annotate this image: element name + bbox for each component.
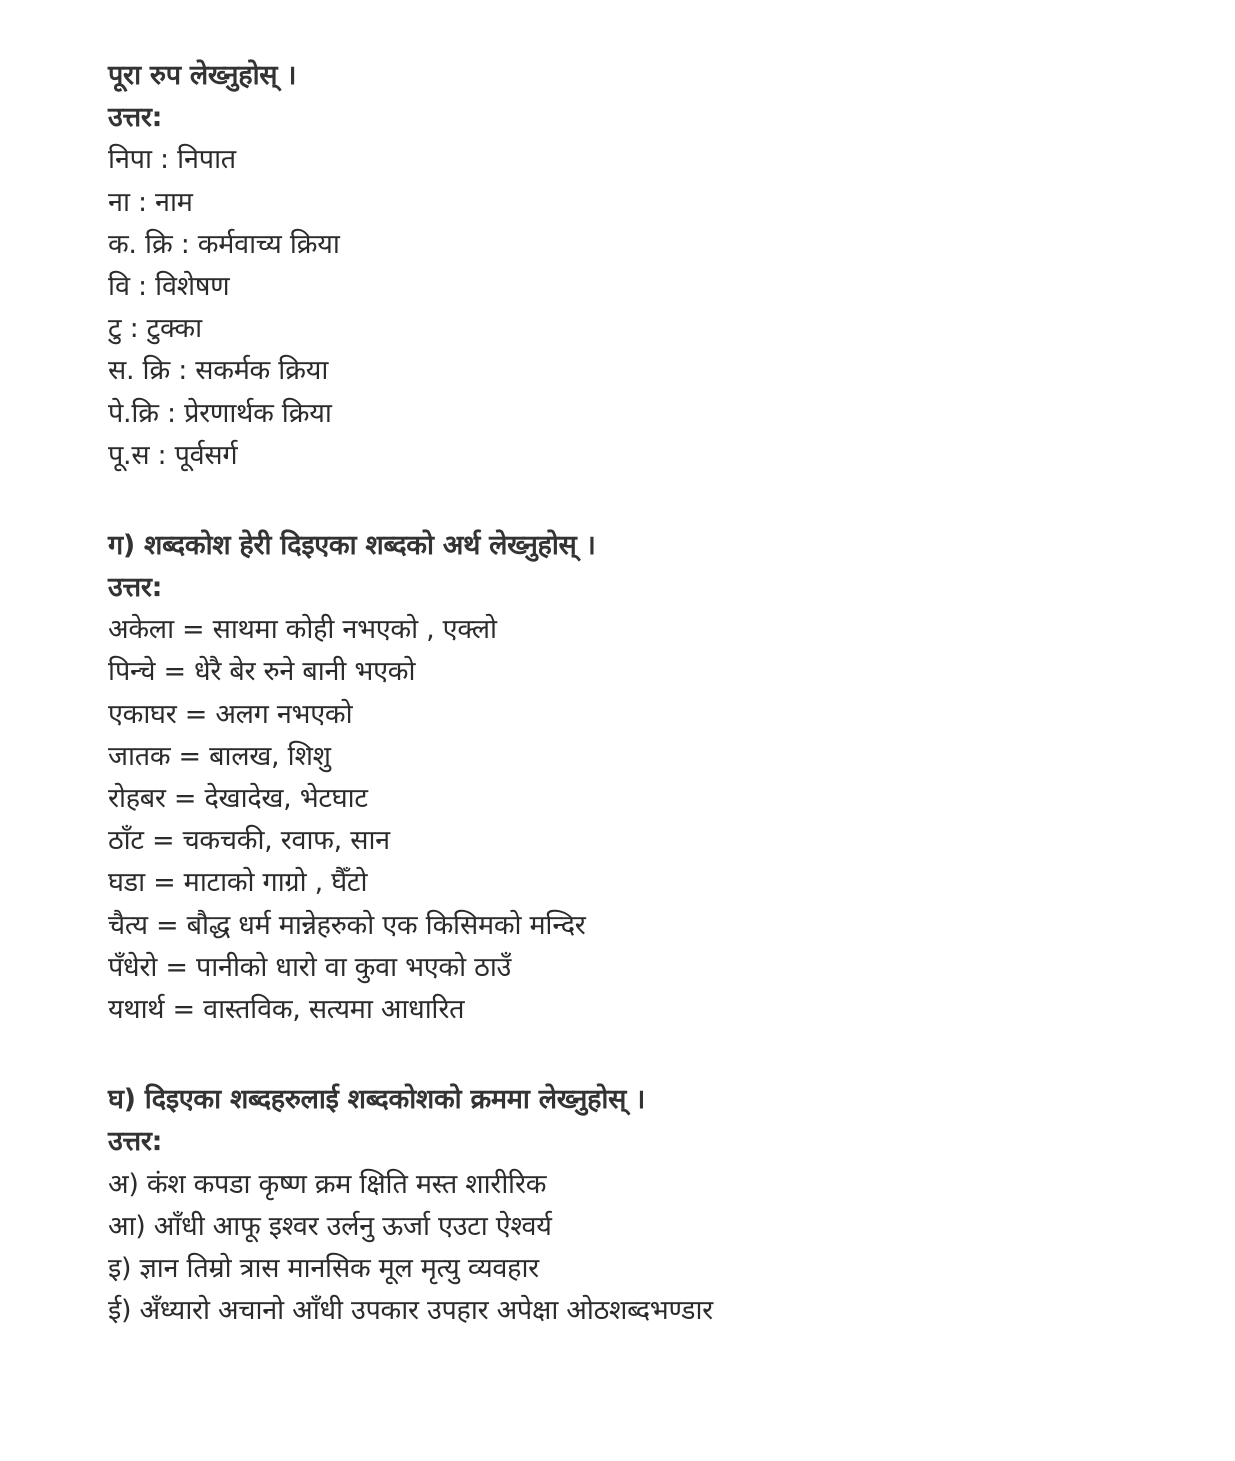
answer-line: रोहबर = देखादेख, भेटघाट [108,783,368,814]
answer-line: निपा : निपात [108,144,236,176]
answer-line: घडा = माटाको गाग्रो , घैँटो [108,867,368,899]
answer-line: वि : विशेषण [108,270,230,302]
section-heading: पूरा रुप लेख्नुहोस् । [108,60,297,91]
section-spacer [108,1031,1188,1079]
answer-line: स. क्रि : सकर्मक क्रिया [108,355,329,387]
answer-line: आ) आँधी आफू इश्वर उर्लनु ऊर्जा एउटा ऐश्वर्य [108,1210,552,1242]
section-word-meanings [108,525,1188,1031]
answer-line: ई) अँध्यारो अचानो आँधी उपकार उपहार अपेक्षा ओठशब्दभण्डार [108,1295,713,1327]
answer-line: चैत्य = बौद्ध धर्म मान्नेहरुको एक किसिमको मन्दिर [108,909,586,941]
answer-line: एकाघर = अलग नभएको [108,698,353,730]
answer-label: उत्तर: [108,1126,163,1158]
answer-line: यथार्थ = वास्तविक, सत्यमा आधारित [108,993,465,1025]
answer-label: उत्तर: [108,572,163,604]
answer-line: पँधेरो = पानीको धारो वा कुवा भएको ठाउँ [108,951,512,983]
section-dictionary-order [108,1079,1188,1332]
answer-line: टु : टुक्का [108,313,202,345]
section-heading: घ) दिइएका शब्दहरुलाई शब्दकोशको क्रममा लेख्नुहोस् । [108,1084,646,1116]
answer-line: इ) ज्ञान तिम्रो त्रास मानसिक मूल मृत्यु व्यवहार [108,1252,539,1284]
section-spacer [108,477,1188,525]
answer-line: अकेला = साथमा कोही नभएको , एक्लो [108,614,497,646]
answer-line: अ) कंश कपडा कृष्ण क्रम क्षिति मस्त शारीरिक [108,1168,547,1200]
answer-line: क. क्रि : कर्मवाच्य क्रिया [108,228,340,260]
answer-line: पे.क्रि : प्रेरणार्थक क्रिया [108,397,332,429]
answer-label: उत्तर: [108,102,163,134]
section-full-form [108,55,1188,477]
answer-line: ठाँट = चकचकी, रवाफ, सान [108,825,390,857]
answer-line: पिन्चे = धेरै बेर रुने बानी भएको [108,656,416,688]
document-body [108,55,1188,1332]
answer-line: पू.स : पूर्वसर्ग [108,439,238,471]
answer-line: ना : नाम [108,186,193,218]
section-heading: ग) शब्दकोश हेरी दिइएका शब्दको अर्थ लेख्नुहोस् । [108,529,596,561]
answer-line: जातक = बालख, शिशु [108,740,331,772]
